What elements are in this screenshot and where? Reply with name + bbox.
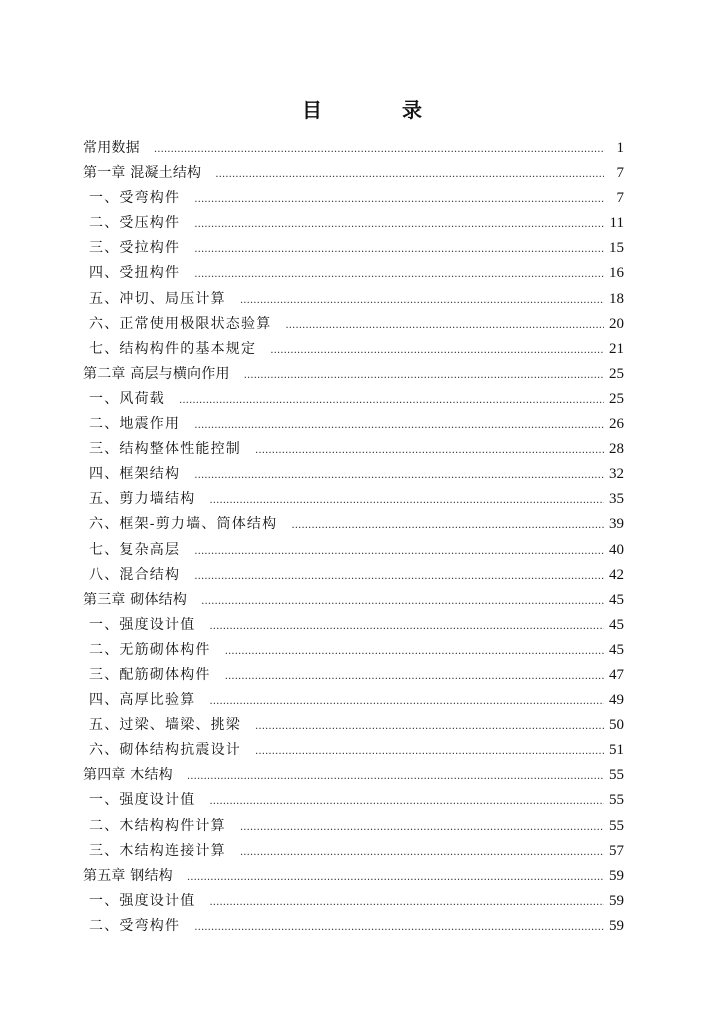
dot-leader bbox=[285, 313, 604, 338]
toc-page-number: 59 bbox=[609, 867, 624, 884]
dot-leader bbox=[225, 664, 604, 689]
toc-page-number: 45 bbox=[609, 616, 624, 633]
dot-leader bbox=[194, 212, 604, 237]
toc-entry-label: 三、受拉构件 bbox=[89, 240, 181, 257]
toc-page-number: 59 bbox=[609, 917, 624, 934]
toc-entry-label: 第五章 钢结构 bbox=[83, 867, 173, 884]
toc-section-entry[interactable] bbox=[83, 613, 624, 638]
toc-page-number: 49 bbox=[609, 692, 624, 709]
toc-entry-label: 第二章 高层与横向作用 bbox=[83, 365, 230, 382]
dot-leader bbox=[209, 614, 604, 639]
toc-page-number: 7 bbox=[616, 165, 624, 182]
toc-section-entry[interactable] bbox=[83, 638, 624, 663]
toc-page-number: 11 bbox=[609, 215, 624, 232]
toc-section-entry[interactable] bbox=[83, 688, 624, 713]
dot-leader bbox=[194, 413, 604, 438]
dot-leader bbox=[194, 915, 604, 940]
toc-page-number: 42 bbox=[609, 566, 624, 583]
dot-leader bbox=[244, 363, 604, 388]
toc-page-number: 21 bbox=[609, 340, 624, 357]
toc-entry-label: 五、剪力墙结构 bbox=[89, 491, 196, 508]
toc-page-number: 39 bbox=[609, 516, 624, 533]
toc-page-number: 51 bbox=[609, 742, 624, 759]
toc-entry-label: 二、木结构构件计算 bbox=[89, 817, 226, 834]
toc-chapter-entry[interactable] bbox=[83, 362, 624, 387]
dot-leader bbox=[209, 890, 604, 915]
dot-leader bbox=[194, 564, 604, 589]
dot-leader bbox=[209, 488, 604, 513]
toc-entry-label: 二、地震作用 bbox=[89, 416, 181, 433]
toc-section-entry[interactable] bbox=[83, 713, 624, 738]
toc-entry-label: 四、高厚比验算 bbox=[89, 692, 196, 709]
dot-leader bbox=[255, 438, 604, 463]
toc-entry-label: 三、配筋砌体构件 bbox=[89, 666, 211, 683]
toc-page-number: 7 bbox=[616, 190, 624, 207]
toc-section-entry[interactable] bbox=[83, 462, 624, 487]
toc-entry-label: 五、过梁、墙梁、挑梁 bbox=[89, 717, 241, 734]
dot-leader bbox=[255, 739, 604, 764]
dot-leader bbox=[240, 288, 604, 313]
toc-page-number: 50 bbox=[609, 717, 624, 734]
toc-section-entry[interactable] bbox=[83, 236, 624, 261]
toc-entry-label: 常用数据 bbox=[83, 140, 140, 156]
dot-leader bbox=[194, 539, 604, 564]
dot-leader bbox=[240, 840, 604, 865]
toc-section-entry[interactable] bbox=[83, 839, 624, 864]
toc-entry-label: 第四章 木结构 bbox=[83, 767, 173, 784]
dot-leader bbox=[255, 714, 604, 739]
toc-section-entry[interactable] bbox=[83, 287, 624, 312]
dot-leader bbox=[194, 187, 604, 212]
toc-entry-label: 四、框架结构 bbox=[89, 466, 181, 483]
toc-entry-label: 三、木结构连接计算 bbox=[89, 842, 226, 859]
toc-page-number: 35 bbox=[609, 491, 624, 508]
toc-page-number: 26 bbox=[609, 416, 624, 433]
toc-page-number: 18 bbox=[609, 290, 624, 307]
dot-leader bbox=[209, 689, 604, 714]
toc-page-number: 45 bbox=[609, 591, 624, 608]
toc-entry-label: 第一章 混凝土结构 bbox=[83, 165, 202, 182]
dot-leader bbox=[215, 162, 604, 187]
toc-section-entry[interactable] bbox=[83, 914, 624, 939]
toc-section-entry[interactable] bbox=[83, 663, 624, 688]
toc-page-number: 32 bbox=[609, 466, 624, 483]
toc-entry-label: 三、结构整体性能控制 bbox=[89, 441, 241, 458]
toc-section-entry[interactable] bbox=[83, 814, 624, 839]
toc-page-number: 16 bbox=[609, 265, 624, 282]
toc-section-entry[interactable] bbox=[83, 337, 624, 362]
toc-section-entry[interactable] bbox=[83, 261, 624, 286]
toc-entry-label: 六、正常使用极限状态验算 bbox=[89, 315, 272, 332]
toc-section-entry[interactable] bbox=[83, 186, 624, 211]
toc-page-number: 59 bbox=[609, 892, 624, 909]
toc-page-number: 45 bbox=[609, 641, 624, 658]
toc-entry-label: 二、受弯构件 bbox=[89, 917, 181, 934]
toc-entry-label: 六、砌体结构抗震设计 bbox=[89, 742, 241, 759]
toc-section-entry[interactable] bbox=[83, 512, 624, 537]
toc-page-number: 28 bbox=[609, 441, 624, 458]
toc-chapter-entry[interactable] bbox=[83, 763, 624, 788]
toc-section-entry[interactable] bbox=[83, 738, 624, 763]
toc-page-number: 15 bbox=[609, 240, 624, 257]
toc-section-entry[interactable] bbox=[83, 563, 624, 588]
toc-entry-label: 一、风荷载 bbox=[89, 390, 165, 407]
dot-leader bbox=[194, 262, 604, 287]
toc-page-number: 57 bbox=[609, 842, 624, 859]
dot-leader bbox=[194, 237, 604, 262]
dot-leader bbox=[179, 388, 604, 413]
toc-section-entry[interactable] bbox=[83, 312, 624, 337]
toc-entry-label: 一、强度设计值 bbox=[89, 892, 196, 909]
toc-page-number: 25 bbox=[609, 390, 624, 407]
dot-leader bbox=[270, 338, 604, 363]
dot-leader bbox=[291, 513, 604, 538]
toc-entry-label: 二、受压构件 bbox=[89, 215, 181, 232]
table-of-contents bbox=[83, 136, 624, 939]
dot-leader bbox=[194, 463, 604, 488]
toc-section-entry[interactable] bbox=[83, 487, 624, 512]
toc-entry-label: 一、受弯构件 bbox=[89, 190, 181, 207]
toc-chapter-entry[interactable] bbox=[83, 161, 624, 186]
toc-entry-label: 六、框架-剪力墙、筒体结构 bbox=[89, 516, 278, 533]
dot-leader bbox=[209, 789, 604, 814]
toc-page-number: 1 bbox=[616, 140, 624, 156]
toc-chapter-entry[interactable] bbox=[83, 588, 624, 613]
toc-section-entry[interactable] bbox=[83, 788, 624, 813]
dot-leader bbox=[187, 865, 604, 890]
dot-leader bbox=[154, 137, 604, 162]
dot-leader bbox=[225, 639, 604, 664]
toc-page-number: 40 bbox=[609, 541, 624, 558]
toc-entry-label: 一、强度设计值 bbox=[89, 616, 196, 633]
toc-chapter-entry[interactable] bbox=[83, 136, 624, 161]
dot-leader bbox=[201, 589, 604, 614]
toc-entry-label: 第三章 砌体结构 bbox=[83, 591, 188, 608]
dot-leader bbox=[187, 764, 604, 789]
page-title: 目 录 bbox=[302, 98, 452, 122]
toc-section-entry[interactable] bbox=[83, 412, 624, 437]
toc-section-entry[interactable] bbox=[83, 387, 624, 412]
toc-entry-label: 四、受扭构件 bbox=[89, 265, 181, 282]
toc-section-entry[interactable] bbox=[83, 889, 624, 914]
toc-section-entry[interactable] bbox=[83, 211, 624, 236]
toc-page-number: 55 bbox=[609, 817, 624, 834]
toc-entry-label: 一、强度设计值 bbox=[89, 792, 196, 809]
toc-entry-label: 八、混合结构 bbox=[89, 566, 181, 583]
toc-page-number: 55 bbox=[609, 792, 624, 809]
dot-leader bbox=[240, 815, 604, 840]
toc-chapter-entry[interactable] bbox=[83, 864, 624, 889]
toc-section-entry[interactable] bbox=[83, 538, 624, 563]
toc-entry-label: 七、复杂高层 bbox=[89, 541, 181, 558]
toc-page-number: 55 bbox=[609, 767, 624, 784]
toc-page-number: 20 bbox=[609, 315, 624, 332]
toc-page-number: 25 bbox=[609, 365, 624, 382]
toc-entry-label: 七、结构构件的基本规定 bbox=[89, 340, 257, 357]
toc-page-number: 47 bbox=[609, 666, 624, 683]
toc-entry-label: 二、无筋砌体构件 bbox=[89, 641, 211, 658]
toc-entry-label: 五、冲切、局压计算 bbox=[89, 290, 226, 307]
toc-section-entry[interactable] bbox=[83, 437, 624, 462]
